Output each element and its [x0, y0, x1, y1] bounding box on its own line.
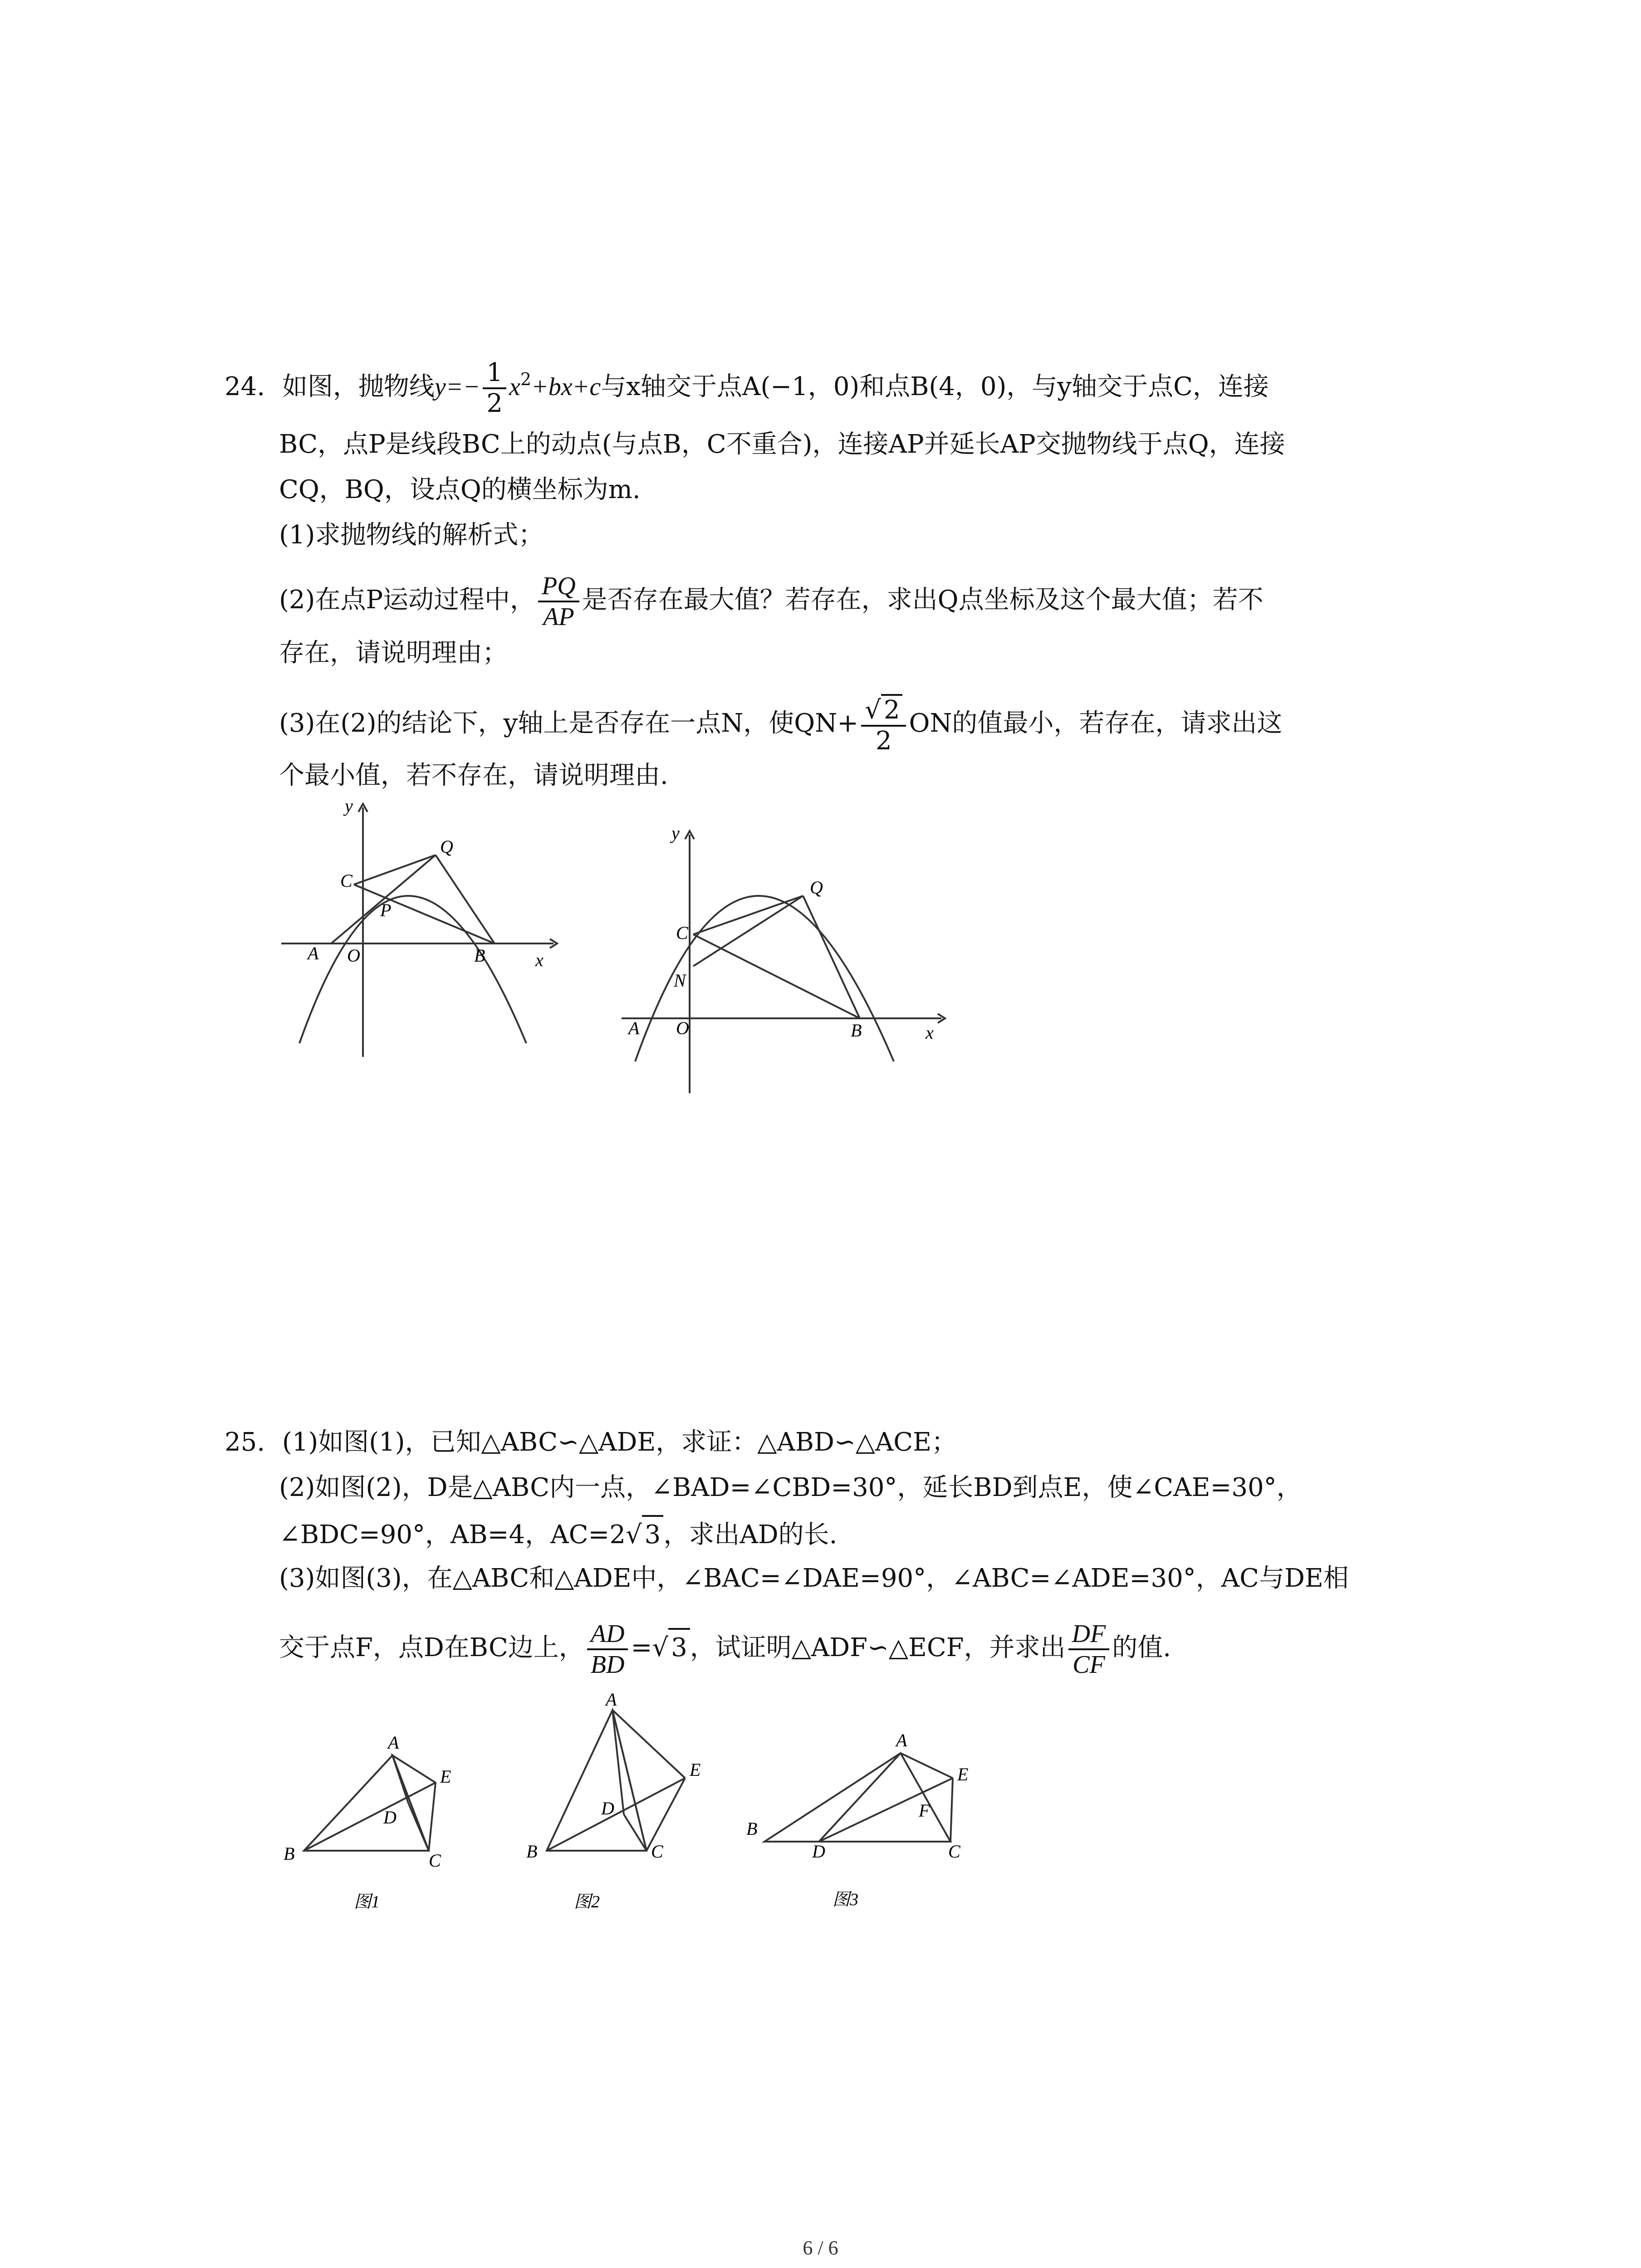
q24-text-1a: 如图，抛物线: [282, 371, 435, 401]
q25-number: 25.: [225, 1427, 265, 1457]
q24-f1-label-O: O: [347, 945, 360, 966]
page-number: 6 / 6: [803, 2237, 838, 2259]
q24-part-2-a: (2)在点P运动过程中，: [279, 585, 536, 615]
q24-part-3-cont: 个最小值，若不存在，请说明理由.: [279, 761, 668, 790]
q24-figure-1: [272, 789, 581, 1061]
q25-f1-label-C: C: [429, 1850, 441, 1871]
q24-pq-ap-fraction: [538, 572, 579, 632]
q24-figure-1-svg: [272, 789, 581, 1061]
q25-figure-1-svg: [272, 1715, 481, 1919]
q24-part-3-b: ON的值最小，若存在，请求出这: [909, 708, 1283, 738]
q25-figure-2: [508, 1683, 735, 1919]
q24-sqrt2-den: 2: [875, 726, 892, 756]
q24-part-3-a: (3)在(2)的结论下，y轴上是否存在一点N，使QN+: [279, 708, 859, 738]
q25-f2-label-D: D: [601, 1798, 614, 1818]
q25-f3-label-D: D: [812, 1841, 825, 1862]
q24-f1-label-x: x: [535, 950, 544, 970]
q25-part-1: (1)如图(1)，已知△ABC∽△ADE，求证：△ABD∽△ACE；: [282, 1427, 957, 1457]
q24-part-2-b: 是否存在最大值？若存在，求出Q点坐标及这个最大值；若不: [582, 585, 1264, 615]
q24-pq: PQ: [538, 572, 579, 602]
q25-caption-3: 图3: [833, 1890, 859, 1909]
q25-f2-label-C: C: [651, 1841, 663, 1862]
q24-line-1: [225, 358, 1269, 419]
q24-f2-label-x: x: [926, 1022, 934, 1043]
q24-eq-x: x: [509, 372, 520, 401]
q25-f3-label-E: E: [957, 1764, 969, 1784]
q24-line-3: CQ，BQ，设点Q的横坐标为m.: [279, 475, 641, 504]
q24-figure-2: [608, 816, 962, 1098]
q24-half-num: 1: [483, 358, 506, 389]
q25-part-3: (3)如图(3)，在△ABC和△ADE中，∠BAC=∠DAE=90°，∠ABC=∠ADE=30°，AC与DE相: [279, 1564, 1349, 1593]
q24-f2-label-O: O: [676, 1018, 689, 1038]
q25-l3-a: ∠BDC=90°，AB=4，AC=2: [279, 1520, 626, 1549]
q25-f2-label-A: A: [606, 1689, 617, 1710]
q24-f1-label-y: y: [345, 796, 353, 816]
q25-figure-3-svg: [744, 1719, 1025, 1919]
q24-f1-label-B: B: [474, 945, 485, 966]
q24-f1-label-A: A: [308, 943, 319, 963]
q25-f1-label-B: B: [284, 1843, 295, 1864]
q25-df: DF: [1068, 1619, 1110, 1650]
q24-part-2: [279, 572, 1264, 632]
q24-sqrt2-rad: 2: [881, 694, 903, 725]
q24-part-1: (1)求抛物线的解析式；: [279, 520, 544, 550]
q25-part-2: (2)如图(2)，D是△ABC内一点，∠BAD=∠CBD=30°，延长BD到点E，使∠CAE=30°，: [279, 1473, 1302, 1502]
q25-ad-bd-fraction: [587, 1619, 628, 1680]
q24-f2-label-y: y: [671, 823, 680, 843]
q25-l5-a: 交于点F，点D在BC边上，: [279, 1633, 584, 1662]
q25-line-1: [225, 1424, 957, 1461]
q25-caption-2: 图2: [574, 1892, 600, 1911]
q25-l5-b: ，试证明△ADF∽△ECF，并求出: [690, 1633, 1066, 1662]
q25-figure-3: [744, 1719, 1025, 1919]
q25-f3-label-B: B: [746, 1818, 758, 1839]
q24-eq-tail: +bx+c: [531, 372, 601, 401]
q25-f3-label-C: C: [948, 1841, 960, 1862]
q24-f2-label-C: C: [676, 923, 688, 943]
q25-f1-label-E: E: [440, 1766, 451, 1787]
q25-l5-eq: =: [631, 1633, 652, 1662]
q25-f2-label-B: B: [526, 1841, 538, 1862]
q25-l5-c: 的值.: [1112, 1633, 1171, 1662]
q25-figure-2-svg: [508, 1683, 735, 1919]
q25-l5-rad: 3: [668, 1628, 690, 1666]
q24-eq-sup: 2: [520, 369, 531, 389]
q25-l3-sqrt: √ 3: [626, 1520, 663, 1549]
q24-f2-label-A: A: [628, 1018, 640, 1038]
q25-part-3-cont: [279, 1619, 1171, 1680]
q25-f1-label-A: A: [388, 1732, 399, 1753]
q25-f2-label-E: E: [690, 1760, 701, 1780]
q25-l5-sqrt: √ 3: [652, 1633, 690, 1662]
q25-l3-b: ，求出AD的长.: [663, 1520, 838, 1549]
q25-cf: CF: [1073, 1651, 1105, 1679]
q24-half-fraction: [483, 358, 506, 419]
q25-f1-label-D: D: [383, 1807, 397, 1828]
q25-l3-rad: 3: [642, 1515, 664, 1553]
q25-f3-label-A: A: [896, 1730, 907, 1750]
q24-eq-lhs: y=−: [434, 372, 480, 401]
q24-line-2: BC，点P是线段BC上的动点(与点B，C不重合)，连接AP并延长AP交抛物线于点Q，连接: [279, 430, 1285, 459]
q24-f1-label-C: C: [340, 870, 353, 891]
q24-ap: AP: [543, 603, 574, 631]
q24-f2-label-B: B: [851, 1020, 862, 1041]
q24-f2-label-Q: Q: [810, 877, 823, 898]
q24-text-1b: 与x轴交于点A(−1，0)和点B(4，0)，与y轴交于点C，连接: [601, 371, 1269, 401]
q25-bd: BD: [590, 1651, 625, 1679]
q24-sqrt2-fraction: [861, 694, 906, 756]
q24-half-den: 2: [486, 389, 503, 419]
q24-part-3: [279, 694, 1282, 756]
q24-f1-label-P: P: [380, 900, 392, 920]
q24-figure-2-svg: [608, 816, 962, 1098]
q25-ad: AD: [587, 1619, 628, 1650]
q24-f2-label-N: N: [674, 970, 686, 991]
q25-f3-label-F: F: [919, 1800, 930, 1821]
q24-f1-label-Q: Q: [440, 836, 453, 857]
q25-figure-1: [272, 1715, 481, 1919]
q25-caption-1: 图1: [354, 1892, 380, 1911]
q25-df-cf-fraction: [1068, 1619, 1110, 1680]
q24-sqrt2-num: √ 2: [861, 694, 906, 727]
q24-part-2-cont: 存在，请说明理由；: [279, 638, 508, 668]
q24-number: 24.: [225, 371, 265, 401]
q25-part-2-cont: [279, 1515, 837, 1553]
